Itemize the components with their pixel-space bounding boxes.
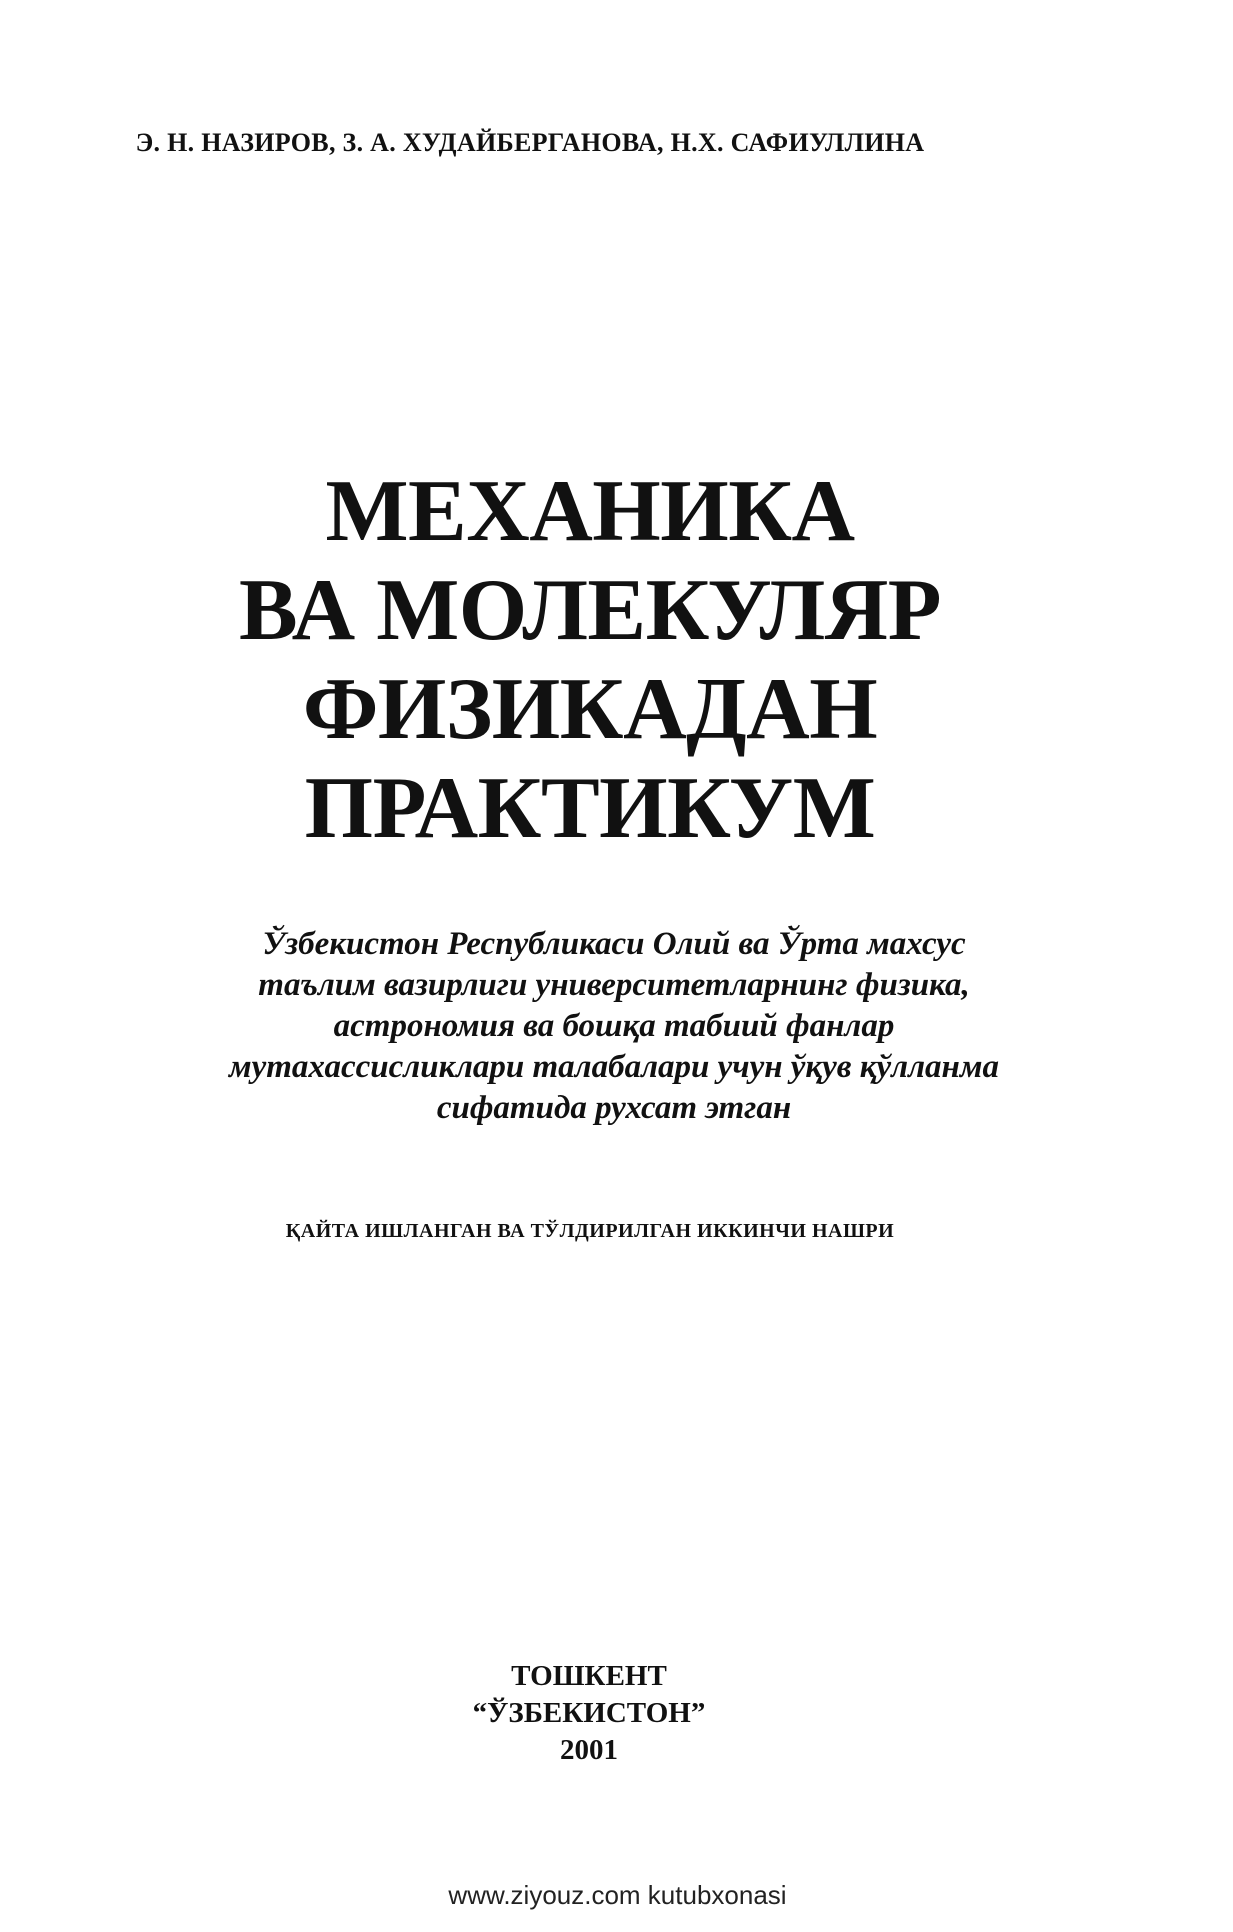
approval-line-4: мутахассисликлари талабалари учун ўқув қўлланма [229,1049,999,1085]
watermark-url: www.ziyouz.com kutubxonasi [448,1880,787,1910]
book-title-line-3: ФИЗИКАДАН [302,661,878,758]
approval-statement [0,924,1228,1129]
book-title-line-1: МЕХАНИКА [325,463,855,560]
book-title [0,462,1180,858]
edition-note: ҚАЙТА ИШЛАНГАН ВА ТЎЛДИРИЛГАН ИККИНЧИ НАШРИ [285,1220,895,1242]
publication-year: 2001 [560,1734,618,1766]
approval-line-3: астрономия ва бошқа табиий фанлар [333,1008,895,1044]
approval-line-5: сифатида рухсат этган [436,1090,792,1126]
publisher-city: ТОШКЕНТ [511,1660,667,1692]
publisher-name: “ЎЗБЕКИСТОН” [472,1697,706,1729]
approval-line-1: Ўзбекистон Республикаси Олий ва Ўрта махсус [262,926,966,962]
approval-line-2: таълим вазирлиги университетларнинг физика, [258,967,970,1003]
publisher-block [0,1658,1178,1769]
book-title-line-2: ВА МОЛЕКУЛЯР [239,562,941,659]
book-title-line-4: ПРАКТИКУМ [304,760,876,857]
authors-line: Э. Н. НАЗИРОВ, З. А. ХУДАЙБЕРГАНОВА, Н.Х. САФИУЛЛИНА [135,128,925,157]
